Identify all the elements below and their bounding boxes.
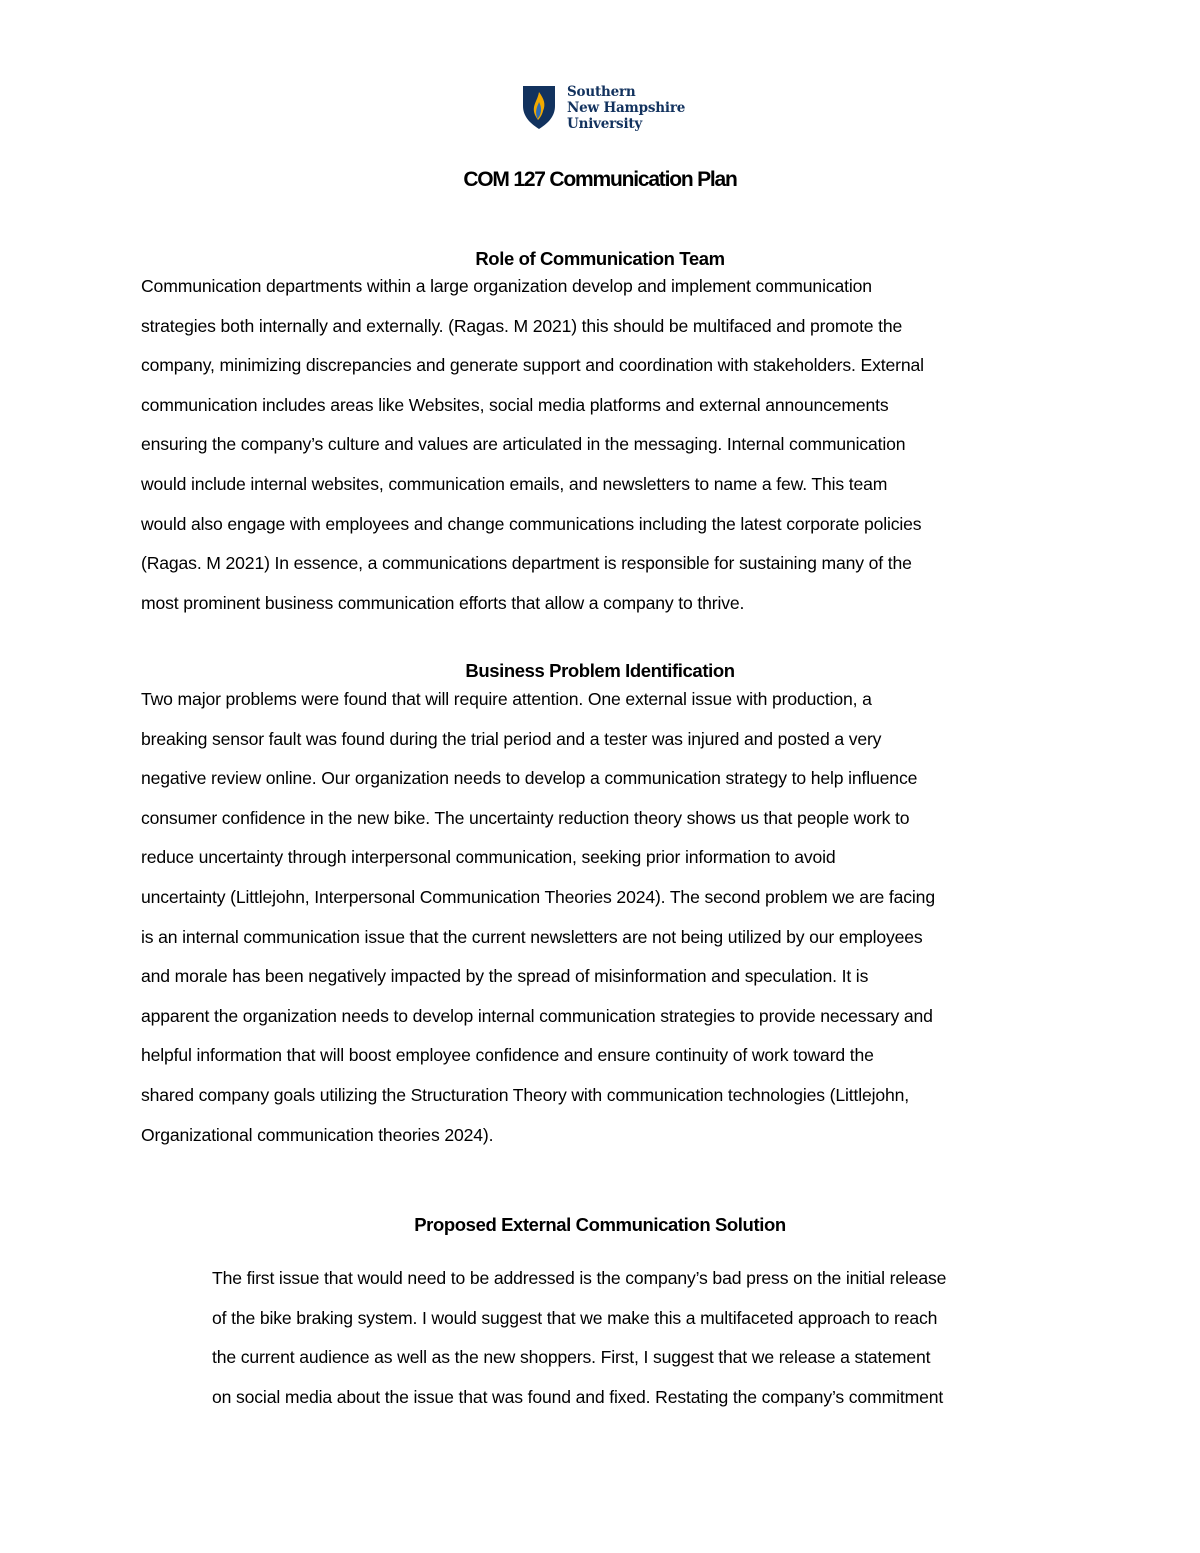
document-title: COM 127 Communication Plan [463,168,737,191]
text-line: would include internal websites, communication emails, and newsletters to name a few. This team [141,473,888,494]
university-logo [522,84,692,132]
text-line: is an internal communication issue that the current newsletters are not being utilized by our employees [141,926,923,947]
section-heading-problem: Business Problem Identification [465,660,735,681]
text-line: breaking sensor fault was found during the trial period and a tester was injured and posted a very [141,728,882,749]
text-line: most prominent business communication efforts that allow a company to thrive. [141,592,745,613]
text-line: the current audience as well as the new shoppers. First, I suggest that we release a statement [212,1347,931,1368]
text-line: negative review online. Our organization needs to develop a communication strategy to help influence [141,768,918,789]
text-line: company, minimizing discrepancies and generate support and coordination with stakeholders. External [141,355,924,376]
text-line: Two major problems were found that will require attention. One external issue with production, a [141,689,872,709]
text-line: The first issue that would need to be addressed is the company’s bad press on the initial release [212,1268,947,1288]
section-heading-role: Role of Communication Team [475,248,725,269]
section-body-external-solution [212,1259,1142,1417]
text-line: of the bike braking system. I would suggest that we make this a multifaceted approach to reach [212,1307,938,1328]
text-line: Organizational communication theories 2024). [141,1124,494,1145]
text-line: would also engage with employees and change communications including the latest corporate policies [141,513,922,534]
section-body-role [141,267,1071,623]
text-line: helpful information that will boost employee confidence and ensure continuity of work toward the [141,1045,874,1066]
text-line: and morale has been negatively impacted by the spread of misinformation and speculation. It is [141,966,869,987]
text-line: reduce uncertainty through interpersonal communication, seeking prior information to avoid [141,847,836,868]
logo-line-2: New Hampshire [567,100,686,116]
text-line: apparent the organization needs to develop internal communication strategies to provide necessary and [141,1005,933,1026]
text-line: uncertainty (Littlejohn, Interpersonal Communication Theories 2024). The second problem we are facing [141,886,935,907]
text-line: on social media about the issue that was found and fixed. Restating the company’s commitment [212,1386,944,1407]
section-heading-external-solution: Proposed External Communication Solution [414,1214,786,1235]
text-line: (Ragas. M 2021) In essence, a communications department is responsible for sustaining many of the [141,553,912,574]
text-line: consumer confidence in the new bike. The uncertainty reduction theory shows us that people work to [141,807,910,828]
section-body-problem [141,680,1071,1155]
text-line: shared company goals utilizing the Structuration Theory with communication technologies (Littlejohn, [141,1084,910,1105]
text-line: Communication departments within a large organization develop and implement communication [141,276,872,296]
text-line: strategies both internally and externally. (Ragas. M 2021) this should be multifaced and promote the [141,315,903,336]
logo-line-3: University [567,116,643,132]
logo-line-1: Southern [567,84,636,100]
text-line: ensuring the company’s culture and values are articulated in the messaging. Internal communication [141,434,906,455]
flame-shield-icon [522,84,556,130]
text-line: communication includes areas like Websites, social media platforms and external announcements [141,394,889,415]
